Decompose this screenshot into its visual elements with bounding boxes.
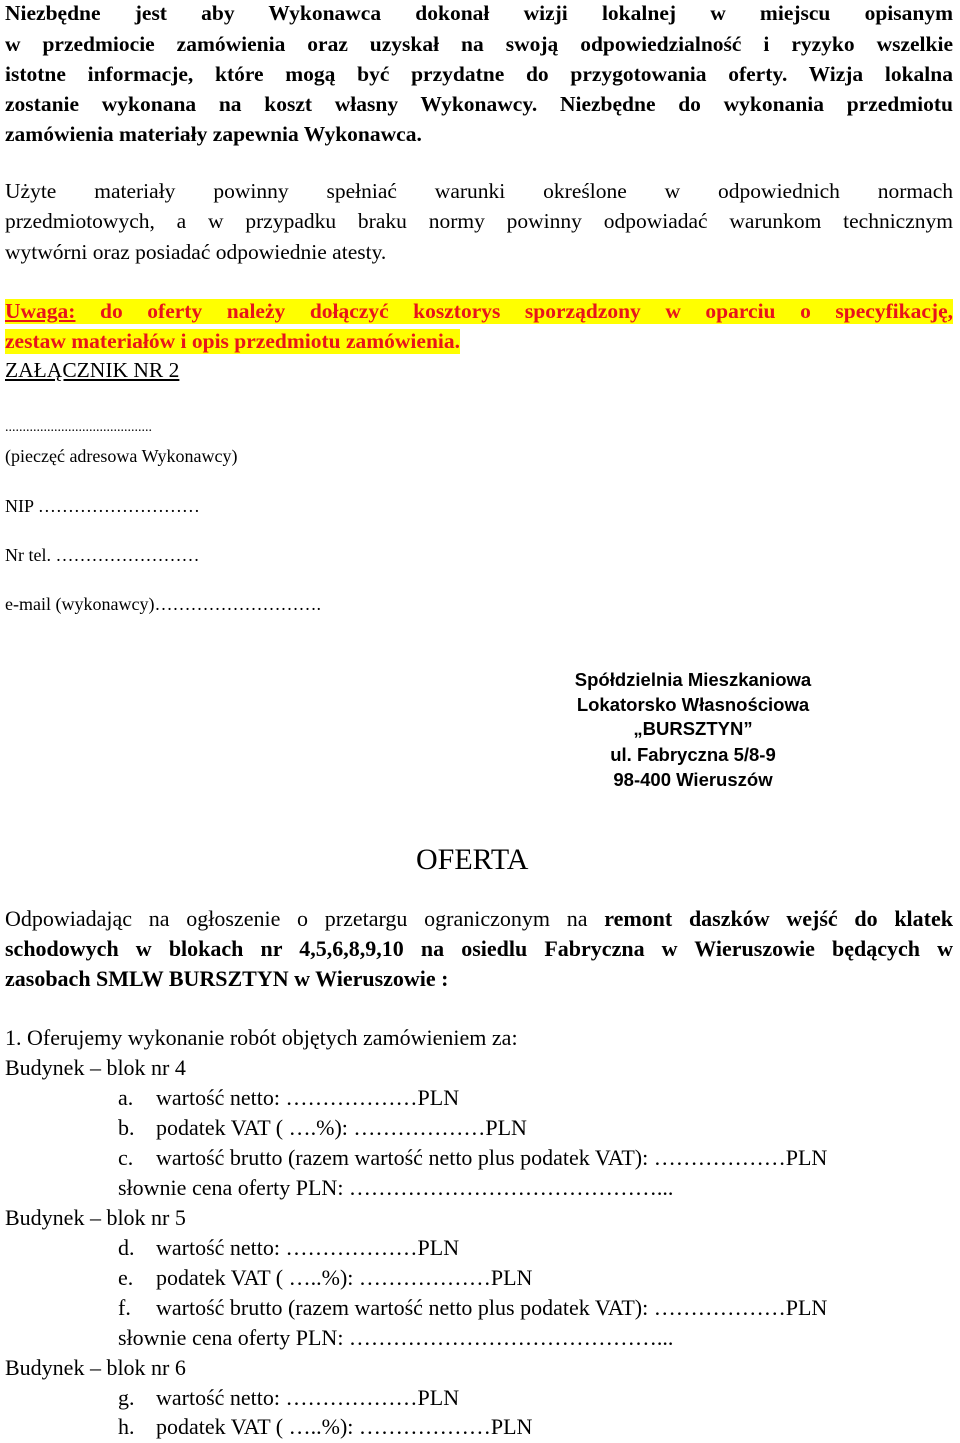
notice-label: Uwaga:: [5, 299, 76, 323]
offer-row-letter: d.: [118, 1235, 135, 1260]
stamp-dots: ..........................................: [5, 420, 152, 435]
offer-row-letter: b.: [118, 1115, 135, 1140]
paragraph-line: wytwórni oraz posiadać odpowiednie atesty.: [5, 240, 387, 264]
address-line: Lokatorsko Własnościowa: [576, 694, 810, 715]
offer-row-letter: g.: [118, 1385, 135, 1410]
building-heading: Budynek – blok nr 4: [5, 1055, 186, 1080]
paragraph-line: Użyte materiały powinny spełniać warunki określone w odpowiednich normach: [5, 179, 953, 203]
offer-row-letter: f.: [118, 1295, 131, 1320]
notice-line: [5, 299, 953, 324]
email-field: e-mail (wykonawcy)……………………….: [5, 594, 321, 614]
offer-title: OFERTA: [416, 843, 529, 876]
net-value-field: wartość netto: ………………PLN: [156, 1085, 460, 1110]
gross-value-field: wartość brutto (razem wartość netto plus podatek VAT): ………………PLN: [156, 1295, 828, 1320]
stamp-label: (pieczęć adresowa Wykonawcy): [5, 446, 238, 466]
attachment-title: ZAŁĄCZNIK NR 2: [5, 358, 180, 382]
intro-line: [5, 906, 953, 932]
building-heading: Budynek – blok nr 5: [5, 1205, 186, 1230]
vat-field: podatek VAT ( …..%): ………………PLN: [156, 1414, 533, 1439]
offer-row-letter: e.: [118, 1265, 134, 1290]
paragraph-line: Niezbędne jest aby Wykonawca dokonał wizji lokalnej w miejscu opisanym: [5, 1, 953, 25]
paragraph-line: w przedmiocie zamówienia oraz uzyskał na swoją odpowiedzialność i ryzyko wszelkie: [5, 32, 953, 56]
intro-subject: remont daszków wejść do klatek: [604, 906, 953, 931]
phone-field: Nr tel. ……………………: [5, 545, 200, 565]
offer-row-letter: a.: [118, 1085, 134, 1110]
paragraph-line: zamówienia materiały zapewnia Wykonawca.: [5, 122, 422, 146]
vat-field: podatek VAT ( ….%): ………………PLN: [156, 1115, 527, 1140]
intro-line: schodowych w blokach nr 4,5,6,8,9,10 na osiedlu Fabryczna w Wieruszowie będących w: [5, 936, 953, 961]
price-in-words-field: słownie cena oferty PLN: ……………………………………...: [118, 1175, 674, 1200]
offer-row-letter: h.: [118, 1414, 135, 1439]
gross-value-field: wartość brutto (razem wartość netto plus podatek VAT): ………………PLN: [156, 1145, 828, 1170]
paragraph-line: istotne informacje, które mogą być przydatne do przygotowania oferty. Wizja lokalna: [5, 62, 953, 86]
building-heading: Budynek – blok nr 6: [5, 1355, 186, 1380]
price-in-words-field: słownie cena oferty PLN: ……………………………………...: [118, 1325, 674, 1350]
nip-field: NIP ………………………: [5, 496, 200, 516]
vat-field: podatek VAT ( …..%): ………………PLN: [156, 1265, 533, 1290]
notice-text: do oferty należy dołączyć kosztorys sporządzony w oparciu o specyfikację,: [75, 299, 953, 323]
notice-line: zestaw materiałów i opis przedmiotu zamówienia.: [5, 329, 461, 353]
offer-item-1: 1. Oferujemy wykonanie robót objętych zamówieniem za:: [5, 1025, 518, 1050]
net-value-field: wartość netto: ………………PLN: [156, 1385, 460, 1410]
intro-line: zasobach SMLW BURSZTYN w Wieruszowie :: [5, 966, 449, 991]
address-line: ul. Fabryczna 5/8-9: [610, 744, 776, 765]
intro-text: Odpowiadając na ogłoszenie o przetargu ograniczonym na: [5, 906, 605, 931]
address-line: Spółdzielnia Mieszkaniowa: [574, 669, 812, 690]
paragraph-line: zostanie wykonana na koszt własny Wykonawcy. Niezbędne do wykonania przedmiotu: [5, 92, 953, 116]
offer-row-letter: c.: [118, 1145, 134, 1170]
paragraph-line: przedmiotowych, a w przypadku braku normy powinny odpowiadać warunkom technicznym: [5, 209, 953, 233]
address-line: „BURSZTYN”: [633, 718, 753, 739]
net-value-field: wartość netto: ………………PLN: [156, 1235, 460, 1260]
address-line: 98-400 Wieruszów: [613, 769, 773, 790]
